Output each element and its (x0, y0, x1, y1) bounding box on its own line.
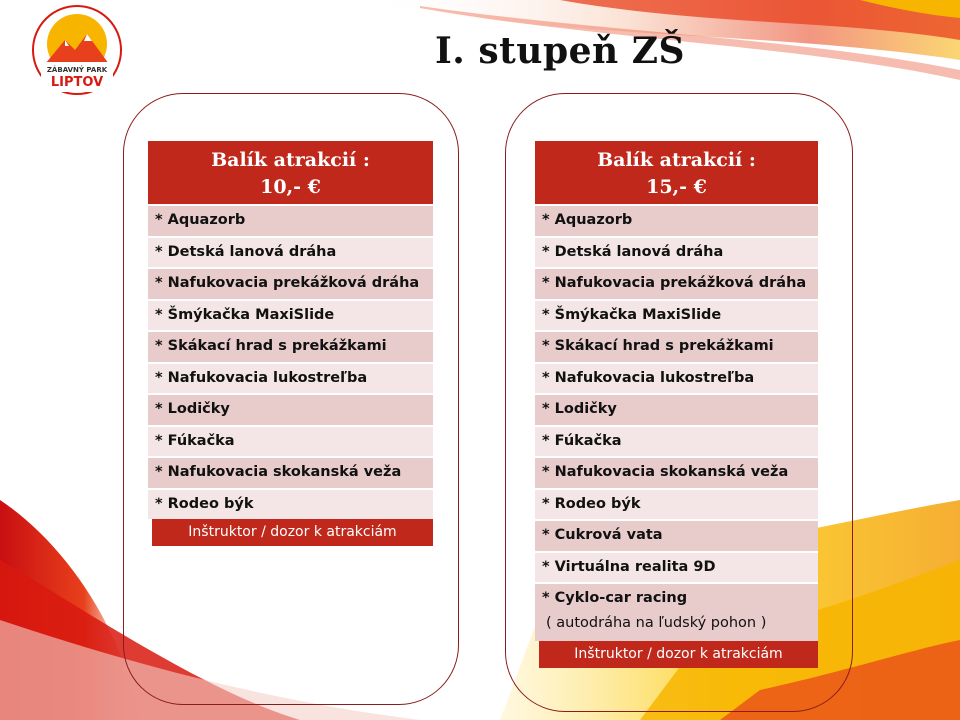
logo-bottom-text: LIPTOV (50, 75, 104, 90)
package-header (148, 141, 433, 204)
package-item: * Fúkačka (535, 425, 818, 457)
package-item: * Nafukovacia prekážková dráha (148, 267, 433, 299)
package-item: * Detská lanová dráha (535, 236, 818, 268)
page-title: I. stupeň ZŠ (434, 30, 686, 72)
package-10-eur (148, 141, 433, 546)
package-item: * Rodeo býk (535, 488, 818, 520)
logo-top-text: ZÁBAVNÝ PARK (46, 66, 108, 74)
package-header (535, 141, 818, 204)
package-header-title: Balík atrakcií : (597, 149, 756, 171)
package-footer: Inštruktor / dozor k atrakciám (539, 641, 818, 668)
package-footer: Inštruktor / dozor k atrakciám (152, 519, 433, 546)
package-item: * Fúkačka (148, 425, 433, 457)
package-item: * Nafukovacia prekážková dráha (535, 267, 818, 299)
package-item: * Virtuálna realita 9D (535, 551, 818, 583)
package-item-cyklo-car (535, 582, 818, 641)
package-item: * Lodičky (148, 393, 433, 425)
package-header-price: 10,- € (260, 176, 321, 198)
package-item: * Cukrová vata (535, 519, 818, 551)
package-item: * Nafukovacia skokanská veža (148, 456, 433, 488)
package-item: * Aquazorb (148, 204, 433, 236)
package-15-eur (535, 141, 818, 668)
package-item: * Rodeo býk (148, 488, 433, 520)
package-item: * Aquazorb (535, 204, 818, 236)
package-item: * Lodičky (535, 393, 818, 425)
package-item: * Detská lanová dráha (148, 236, 433, 268)
package-item: * Šmýkačka MaxiSlide (535, 299, 818, 331)
park-logo (31, 4, 123, 96)
package-item: * Šmýkačka MaxiSlide (148, 299, 433, 331)
package-item: * Nafukovacia skokanská veža (535, 456, 818, 488)
package-item-title: * Cyklo-car racing (542, 590, 688, 606)
package-item-subtitle: ( autodráha na ľudský pohon ) (546, 615, 767, 631)
package-item: * Nafukovacia lukostreľba (148, 362, 433, 394)
package-header-price: 15,- € (646, 176, 707, 198)
package-item: * Skákací hrad s prekážkami (148, 330, 433, 362)
package-header-title: Balík atrakcií : (211, 149, 370, 171)
package-item: * Nafukovacia lukostreľba (535, 362, 818, 394)
package-item: * Skákací hrad s prekážkami (535, 330, 818, 362)
